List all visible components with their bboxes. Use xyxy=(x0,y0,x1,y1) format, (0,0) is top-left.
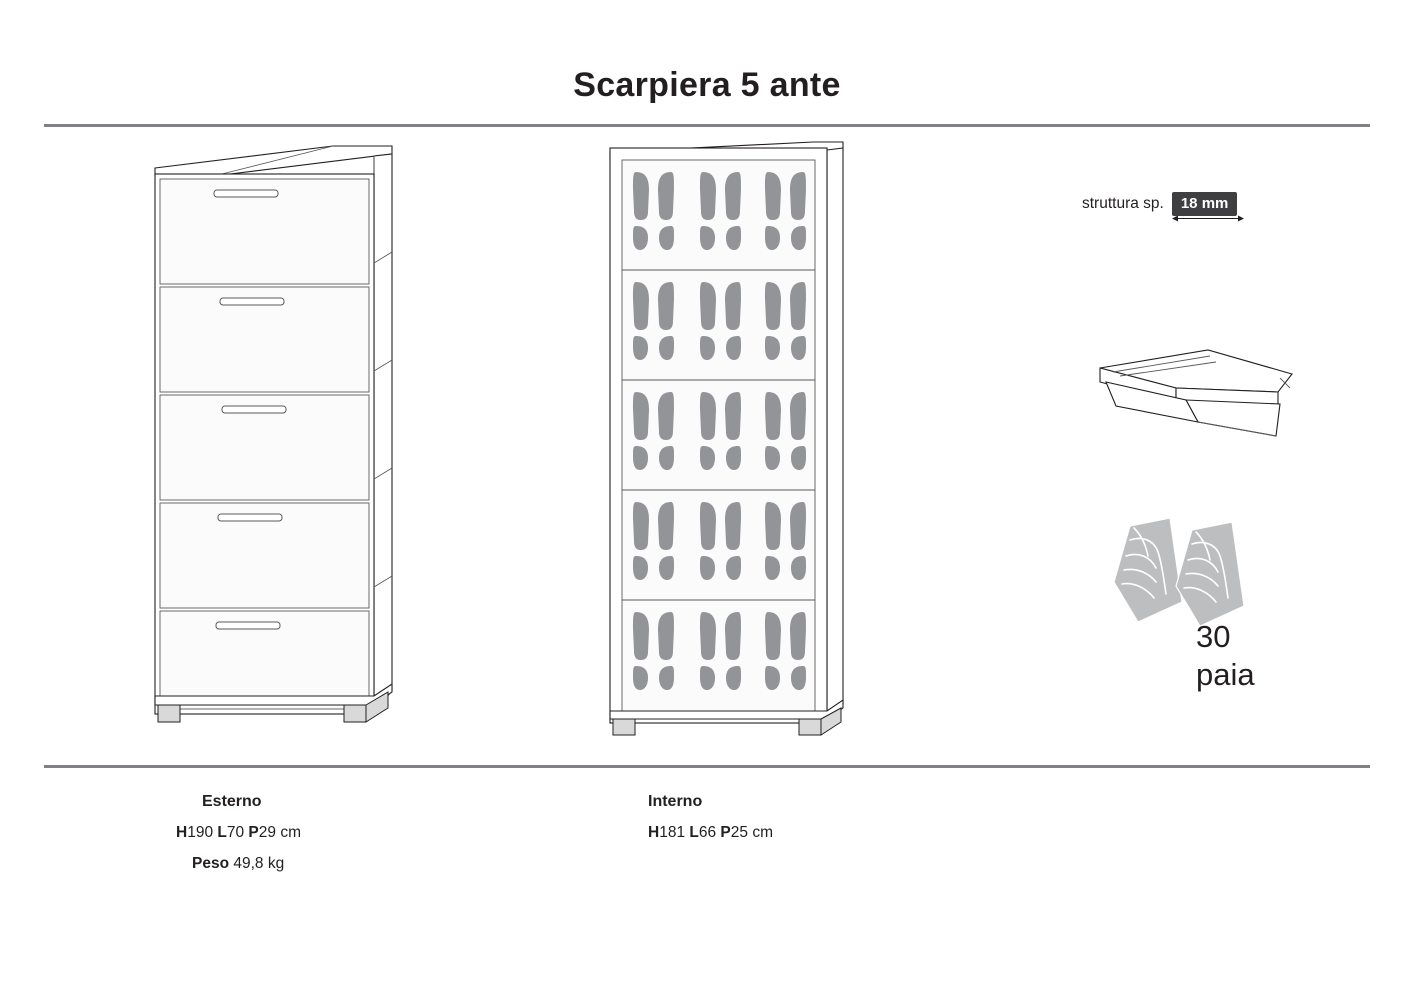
exterior-h-label: H xyxy=(176,824,188,841)
interior-h-value: 181 xyxy=(659,824,686,841)
exterior-unit: cm xyxy=(280,824,301,841)
tilting-drawer-drawing xyxy=(1080,330,1300,455)
page-title: Scarpiera 5 ante xyxy=(573,66,841,104)
interior-l-label: L xyxy=(689,824,699,841)
structure-thickness xyxy=(1082,195,1237,213)
pairs-number: 30 xyxy=(1196,619,1231,654)
exterior-p-label: P xyxy=(248,824,259,841)
divider-top xyxy=(44,124,1370,127)
exterior-dimensions xyxy=(176,817,301,848)
exterior-cabinet-drawing xyxy=(130,130,420,755)
divider-bottom xyxy=(44,765,1370,768)
exterior-heading: Esterno xyxy=(202,793,262,810)
pairs-label: paia xyxy=(1196,657,1255,692)
exterior-h-value: 190 xyxy=(187,824,214,841)
pairs-capacity xyxy=(1196,618,1255,694)
interior-p-value: 25 xyxy=(730,824,749,841)
interior-h-label: H xyxy=(648,824,660,841)
weight-value: 49,8 kg xyxy=(233,855,285,872)
structure-thickness-value: 18 mm xyxy=(1172,192,1238,216)
interior-capacity-drawing xyxy=(595,130,875,755)
dimension-arrow-icon xyxy=(1172,215,1244,222)
interior-l-value: 66 xyxy=(698,824,717,841)
exterior-caption xyxy=(176,786,301,879)
interior-caption xyxy=(648,786,773,848)
structure-thickness-chip-wrap xyxy=(1172,195,1238,213)
weight-label: Peso xyxy=(192,855,230,872)
interior-dimensions xyxy=(648,817,773,848)
exterior-p-value: 29 xyxy=(258,824,277,841)
exterior-l-label: L xyxy=(217,824,227,841)
interior-unit: cm xyxy=(752,824,773,841)
exterior-l-value: 70 xyxy=(226,824,245,841)
interior-p-label: P xyxy=(720,824,731,841)
weight-line xyxy=(192,848,301,879)
structure-thickness-label: struttura sp. xyxy=(1082,195,1164,212)
interior-heading: Interno xyxy=(648,793,703,810)
